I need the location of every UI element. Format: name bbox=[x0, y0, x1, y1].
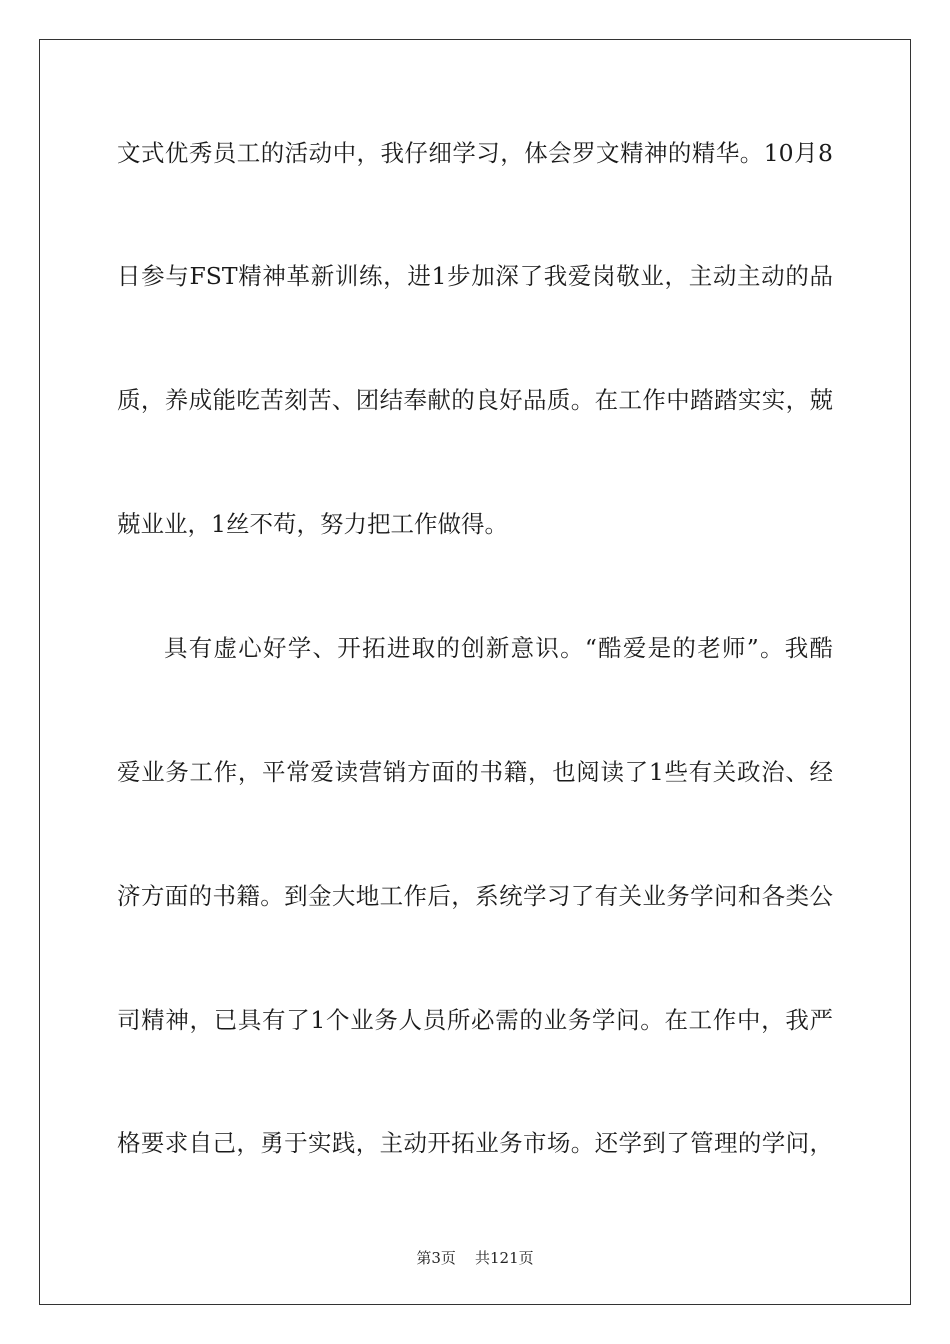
page-number: 第3页 bbox=[416, 1249, 456, 1267]
paragraph-line: 格要求自己，勇于实践，主动开拓业务市场。还学到了管理的学问， bbox=[117, 1129, 833, 1157]
page-border bbox=[39, 39, 911, 1305]
paragraph-line: 爱业务工作，平常爱读营销方面的书籍，也阅读了1些有关政治、经 bbox=[117, 758, 833, 786]
page-total: 共121页 bbox=[474, 1249, 534, 1267]
paragraph-line: 质，养成能吃苦刻苦、团结奉献的良好品质。在工作中踏踏实实，兢 bbox=[117, 386, 833, 414]
paragraph-line: 日参与FST精神革新训练，进1步加深了我爱岗敬业，主动主动的品 bbox=[117, 262, 833, 290]
paragraph-line: 济方面的书籍。到金大地工作后，系统学习了有关业务学问和各类公 bbox=[117, 882, 833, 910]
paragraph-line: 司精神，已具有了1个业务人员所必需的业务学问。在工作中，我严 bbox=[117, 1006, 833, 1034]
paragraph-line: 文式优秀员工的活动中，我仔细学习，体会罗文精神的精华。10月8 bbox=[117, 139, 833, 167]
paragraph-line: 具有虚心好学、开拓进取的创新意识。“酷爱是的老师”。我酷 bbox=[164, 634, 833, 662]
page-footer bbox=[0, 1247, 950, 1268]
paragraph-line: 兢业业，1丝不苟，努力把工作做得。 bbox=[117, 510, 508, 538]
